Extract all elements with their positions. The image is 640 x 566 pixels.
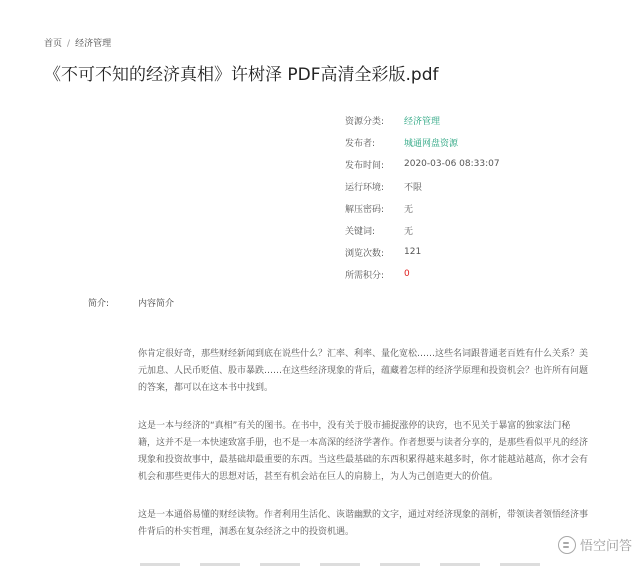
meta-row-category — [345, 109, 500, 131]
description-content — [138, 346, 588, 562]
meta-row-time — [345, 153, 500, 175]
breadcrumb-separator: / — [67, 39, 71, 49]
category-link[interactable]: 经济管理 — [404, 116, 441, 127]
meta-row-keywords — [345, 219, 500, 241]
watermark-text: 悟空问答 — [579, 539, 632, 554]
intro-title: 内容简介 — [138, 299, 175, 309]
run-environment: 不限 — [404, 182, 423, 193]
meta-row-publisher — [345, 131, 500, 153]
meta-key: 浏览次数: — [345, 248, 385, 259]
paragraph: 这是一本与经济的“真相”有关的图书。在书中，没有关于股市捕捉涨停的诀窍，也不见关于暴富的独家法门秘籍，这并不是一本快速致富手册，也不是一本高深的经济学著作。作者想要与读者分享的，是那些看似平凡的经济现象和投资故事中，最基础却最重要的东西。当这些最基础的东西积累得越来越多时，你才能越站越高，你才会有机会和那些更伟大的思想对话，甚至有机会站在巨人的肩膀上，为人为己创造更大的价值。 — [138, 421, 589, 482]
meta-row-points — [345, 263, 500, 285]
chat-bubble-icon — [558, 536, 576, 554]
view-count: 121 — [404, 247, 422, 257]
meta-key: 运行环境: — [345, 182, 385, 193]
resource-meta — [345, 109, 500, 285]
meta-row-password — [345, 197, 500, 219]
watermark — [558, 535, 632, 554]
required-points: 0 — [404, 269, 410, 279]
meta-row-views — [345, 241, 500, 263]
intro-label: 简介: — [88, 299, 110, 309]
breadcrumb-category[interactable]: 经济管理 — [75, 39, 112, 49]
publish-time: 2020-03-06 08:33:07 — [404, 159, 500, 169]
meta-key: 所需积分: — [345, 270, 385, 281]
meta-key: 发布者: — [345, 138, 376, 149]
meta-key: 关键词: — [345, 226, 376, 237]
paragraph: 这是一本通俗易懂的财经读物。作者利用生活化、诙谐幽默的文字，通过对经济现象的剖析，带领读者领悟经济事件背后的朴实哲理，洞悉在复杂经济之中的投资机遇。 — [138, 510, 589, 537]
breadcrumb — [44, 36, 111, 49]
keywords: 无 — [404, 226, 414, 237]
paragraph: 你肯定很好奇，那些财经新闻到底在说些什么？汇率、利率、量化宽松……这些名词跟普通老百姓有什么关系？美元加息、人民币贬值、股市暴跌……在这些经济现象的背后，蕴藏着怎样的经济学原理和投资机会？也许所有问题的答案，都可以在这本书中找到。 — [138, 349, 589, 393]
breadcrumb-home[interactable]: 首页 — [44, 39, 63, 49]
meta-key: 解压密码: — [345, 204, 385, 215]
meta-key: 发布时间: — [345, 160, 385, 171]
unzip-password: 无 — [404, 204, 414, 215]
publisher-link[interactable]: 城通网盘资源 — [404, 138, 459, 149]
meta-key: 资源分类: — [345, 116, 385, 127]
meta-row-env — [345, 175, 500, 197]
page-title: 《不可不知的经济真相》许树泽 PDF高清全彩版.pdf — [44, 65, 439, 85]
